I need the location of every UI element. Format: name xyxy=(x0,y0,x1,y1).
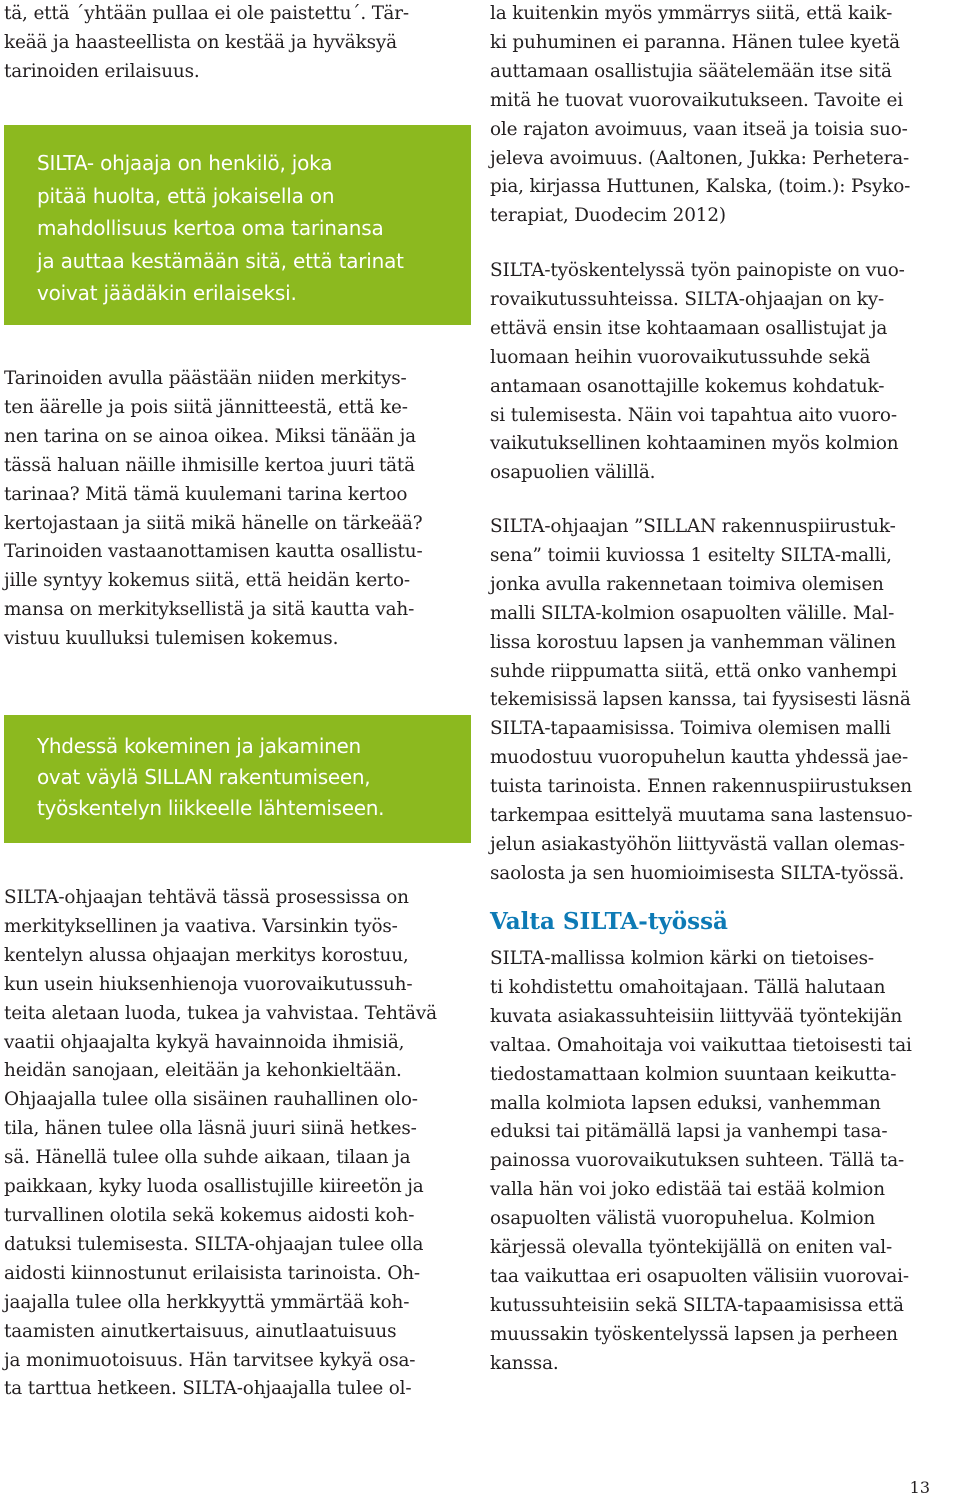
text-line: muussakin työskentelyssä lapsen ja perheen xyxy=(490,1323,898,1345)
text-line: valla hän voi joko edistää tai estää kolmion xyxy=(490,1179,885,1201)
text-line: ti kohdistettu omahoitajaan. Tällä halutaan xyxy=(490,976,886,998)
right-paragraph-3 xyxy=(490,513,958,889)
text-line: keää ja haasteellista on kestää ja hyväksyä xyxy=(4,31,397,53)
pull-quote-line: voivat jäädäkin erilaiseksi. xyxy=(37,281,297,305)
pull-quote-line: pitää huolta, että jokaisella on xyxy=(37,183,335,208)
text-line: jille syntyy kokemus siitä, että heidän kerto- xyxy=(4,570,410,592)
pull-quote-line: Yhdessä kokeminen ja jakaminen xyxy=(37,734,361,758)
pull-quote-line: ovat väylä SILLAN rakentumiseen, xyxy=(37,765,371,789)
text-line: kanssa. xyxy=(490,1352,559,1374)
text-line: aidosti kiinnostunut erilaisista tarinoista. Oh- xyxy=(4,1262,421,1284)
text-line: muodostuu vuoropuhelun kautta yhdessä jae- xyxy=(490,747,909,769)
pull-quote-box xyxy=(4,715,471,843)
text-line: tarkempaa esittelyä muutama sana lastensuo- xyxy=(490,805,913,827)
text-line: kutussuhteisiin sekä SILTA-tapaamisissa että xyxy=(490,1294,904,1316)
text-line: taamisten ainutkertaisuus, ainutlaatuisuus xyxy=(4,1320,397,1342)
right-paragraph-1 xyxy=(490,0,958,231)
text-line: terapiat, Duodecim 2012) xyxy=(490,205,726,227)
text-line: kertojastaan ja siitä mikä hänelle on tärkeää? xyxy=(4,512,423,534)
text-line: kärjessä olevalla työntekijällä on eniten val- xyxy=(490,1237,893,1259)
pull-quote-line: mahdollisuus kertoa oma tarinansa xyxy=(37,216,384,240)
text-line: osapuolien välillä. xyxy=(490,462,656,484)
intro-paragraph xyxy=(4,0,409,87)
text-line: mitä he tuovat vuorovaikutukseen. Tavoite ei xyxy=(490,89,903,111)
text-line: ja monimuotoisuus. Hän tarvitsee kykyä osa- xyxy=(4,1349,416,1371)
text-line: merkityksellinen ja vaativa. Varsinkin työs- xyxy=(4,915,398,937)
text-line: Ohjaajalla tulee olla sisäinen rauhallinen olo- xyxy=(4,1089,418,1111)
text-line: ki puhuminen ei paranna. Hänen tulee kyetä xyxy=(490,31,900,53)
text-line: SILTA-ohjaajan tehtävä tässä prosessissa on xyxy=(4,887,409,908)
text-line: tiedostamattaan kolmion suuntaan keikutta- xyxy=(490,1063,897,1085)
text-line: SILTA-tapaamisissa. Toimiva olemisen malli xyxy=(490,718,891,740)
text-line: eduksi tai pitämällä lapsi ja vanhempi tasa- xyxy=(490,1121,888,1143)
text-line: teita aletaan luoda, tukea ja vahvistaa. Tehtävä xyxy=(4,1002,437,1024)
text-line: pia, kirjassa Huttunen, Kalska, (toim.): Psyko- xyxy=(490,176,911,198)
pull-quote-line: ja auttaa kestämään sitä, että tarinat xyxy=(37,248,404,273)
text-line: SILTA-työskentelyssä työn painopiste on vuo- xyxy=(490,260,905,281)
text-line: ten äärelle ja pois siitä jännitteestä, että ke- xyxy=(4,396,408,418)
text-line: tarinaa? Mitä tämä kuulemani tarina kertoo xyxy=(4,483,408,505)
text-line: suhde riippumatta siitä, että onko vanhempi xyxy=(490,660,897,682)
text-line: turvallinen olotila sekä kokemus aidosti koh- xyxy=(4,1204,415,1226)
page-number: 13 xyxy=(909,1478,930,1497)
text-line: nen tarina on se ainoa oikea. Miksi tänään ja xyxy=(4,425,416,447)
text-line: ole rajaton avoimuus, vaan itseä ja toisia suo- xyxy=(490,118,908,140)
section-heading-block xyxy=(490,907,958,937)
text-line: valtaa. Omahoitaja voi vaikuttaa tietoisesti tai xyxy=(490,1034,912,1056)
text-line: SILTA-ohjaajan ”SILLAN rakennuspiirustuk- xyxy=(490,516,896,537)
text-line: sena” toimii kuviossa 1 esitelty SILTA-malli, xyxy=(490,544,892,566)
text-line: vistuu kuulluksi tulemisen kokemus. xyxy=(4,628,339,650)
text-line: tila, hänen tulee olla läsnä juuri siinä hetkes- xyxy=(4,1118,417,1140)
text-line: tä, että ´yhtään pullaa ei ole paistettu´. Tär- xyxy=(4,3,409,24)
text-line: paikkaan, kyky luoda osallistujille kiireetön ja xyxy=(4,1176,424,1198)
text-line: la kuitenkin myös ymmärrys siitä, että kaik- xyxy=(490,3,893,24)
text-line: rovaikutussuhteissa. SILTA-ohjaajan on ky- xyxy=(490,288,885,310)
text-line: jeleva avoimuus. (Aaltonen, Jukka: Perhetera- xyxy=(490,147,910,169)
text-line: malli SILTA-kolmion osapuolten välille. Mal- xyxy=(490,602,895,624)
text-line: tuista tarinoista. Ennen rakennuspiirustuksen xyxy=(490,776,912,798)
text-line: vaikutuksellinen kohtaaminen myös kolmion xyxy=(490,433,899,455)
text-line: lissa korostuu lapsen ja vanhemman välinen xyxy=(490,631,896,653)
pull-quote-box xyxy=(4,125,471,325)
text-line: ta tarttua hetkeen. SILTA-ohjaajalla tulee ol- xyxy=(4,1378,412,1400)
text-line: taa vaikuttaa eri osapuolten välisiin vuorovai- xyxy=(490,1265,909,1287)
text-line: SILTA-mallissa kolmion kärki on tietoises- xyxy=(490,948,874,969)
section-heading: Valta SILTA-työssä xyxy=(490,908,728,935)
text-line: saolosta ja sen huomioimisesta SILTA-työssä. xyxy=(490,862,905,884)
text-line: kentelyn alussa ohjaajan merkitys korostuu, xyxy=(4,944,409,966)
text-line: vaatii ohjaajalta kykyä havainnoida ihmisiä, xyxy=(4,1031,405,1053)
text-line: Tarinoiden avulla päästään niiden merkitys- xyxy=(4,368,407,389)
text-line: mansa on merkityksellistä ja sitä kautta vah- xyxy=(4,599,415,621)
text-line: tässä haluan näille ihmisille kertoa juuri tätä xyxy=(4,454,415,476)
text-line: Tarinoiden vastaanottamisen kautta osallistu- xyxy=(4,541,423,563)
pull-quote-line: SILTA- ohjaaja on henkilö, joka xyxy=(37,151,333,175)
text-line: ettävä ensin itse kohtaamaan osallistujat ja xyxy=(490,317,888,339)
counselor-paragraph xyxy=(4,884,471,1404)
stories-paragraph xyxy=(4,365,471,654)
text-line: jonka avulla rakennetaan toimiva olemisen xyxy=(490,573,884,595)
right-paragraph-2 xyxy=(490,257,958,488)
text-line: si tulemisesta. Näin voi tapahtua aito vuoro- xyxy=(490,404,897,426)
text-line: jaajalla tulee olla herkkyyttä ymmärtää koh- xyxy=(4,1291,410,1313)
text-line: malla kolmiota lapsen eduksi, vanhemman xyxy=(490,1092,881,1114)
text-line: kun usein hiuksenhienoja vuorovaikutussuh- xyxy=(4,973,413,995)
pull-quote-line: työskentelyn liikkeelle lähtemiseen. xyxy=(37,796,385,820)
right-paragraph-4 xyxy=(490,945,958,1379)
text-line: heidän sanojaan, eleitään ja kehonkieltään. xyxy=(4,1060,402,1082)
text-line: auttamaan osallistujia säätelemään itse sitä xyxy=(490,60,892,82)
text-line: antamaan osanottajille kokemus kohdatuk- xyxy=(490,375,885,397)
text-line: tekemisissä lapsen kanssa, tai fyysisesti läsnä xyxy=(490,689,911,711)
text-line: osapuolten välistä vuoropuhelua. Kolmion xyxy=(490,1208,876,1230)
text-line: kuvata asiakassuhteisiin liittyvää työntekijän xyxy=(490,1005,903,1027)
text-line: tarinoiden erilaisuus. xyxy=(4,60,200,82)
text-line: datuksi tulemisesta. SILTA-ohjaajan tulee olla xyxy=(4,1233,424,1255)
text-line: luomaan heihin vuorovaikutussuhde sekä xyxy=(490,346,871,368)
text-line: sä. Hänellä tulee olla suhde aikaan, tilaan ja xyxy=(4,1147,411,1169)
text-line: jelun asiakastyöhön liittyvästä vallan olemas- xyxy=(490,833,905,855)
text-line: painossa vuorovaikutuksen suhteen. Tällä ta- xyxy=(490,1150,905,1172)
